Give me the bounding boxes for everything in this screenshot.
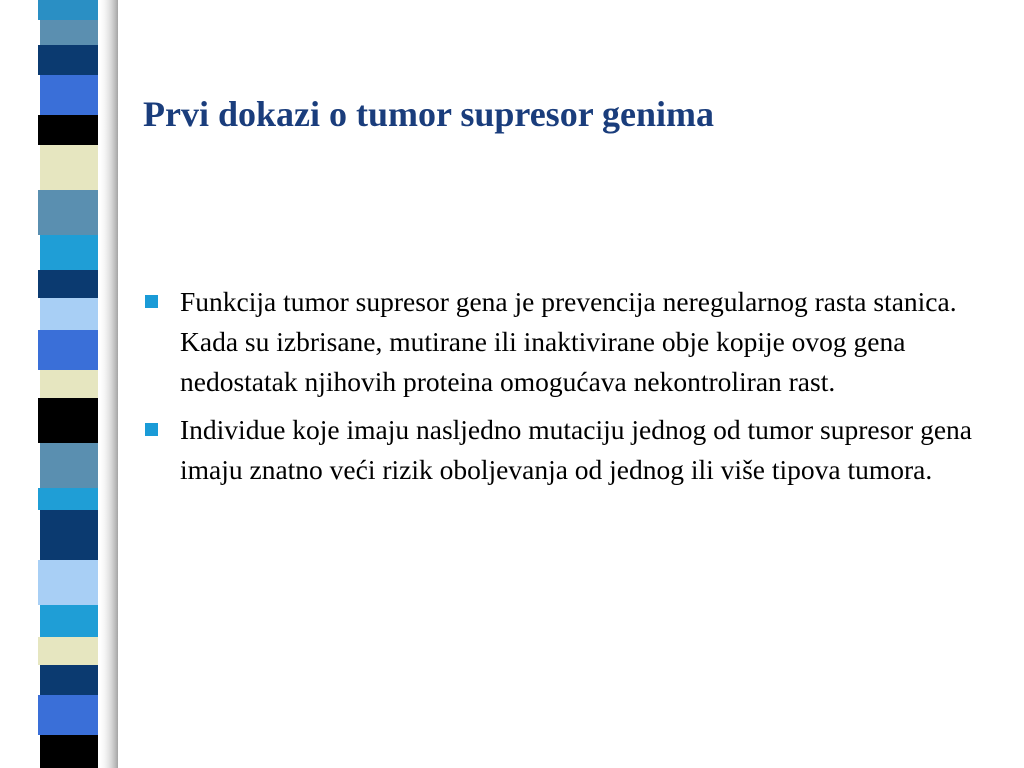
- square-bullet-icon: [145, 423, 158, 436]
- bullet-text: Funkcija tumor supresor gena je prevencija neregularnog rasta stanica. Kada su izbrisane, mutirane ili inaktivirane obje kopije ovog gena nedostatak njihovih proteina omogućava nekontroliran rast.: [180, 286, 964, 397]
- bullet-item: [143, 410, 986, 490]
- bullet-list: [143, 282, 986, 498]
- square-bullet-icon: [145, 295, 158, 308]
- decorative-stripe-band: [0, 0, 118, 768]
- bullet-text: Individue koje imaju nasljedno mutaciju jednog od tumor supresor gena imaju znatno veći rizik oboljevanja od jednog ili više tipova tumora.: [180, 414, 986, 485]
- bullet-item: [143, 282, 983, 402]
- slide-title: Prvi dokazi o tumor supresor genima: [143, 94, 715, 134]
